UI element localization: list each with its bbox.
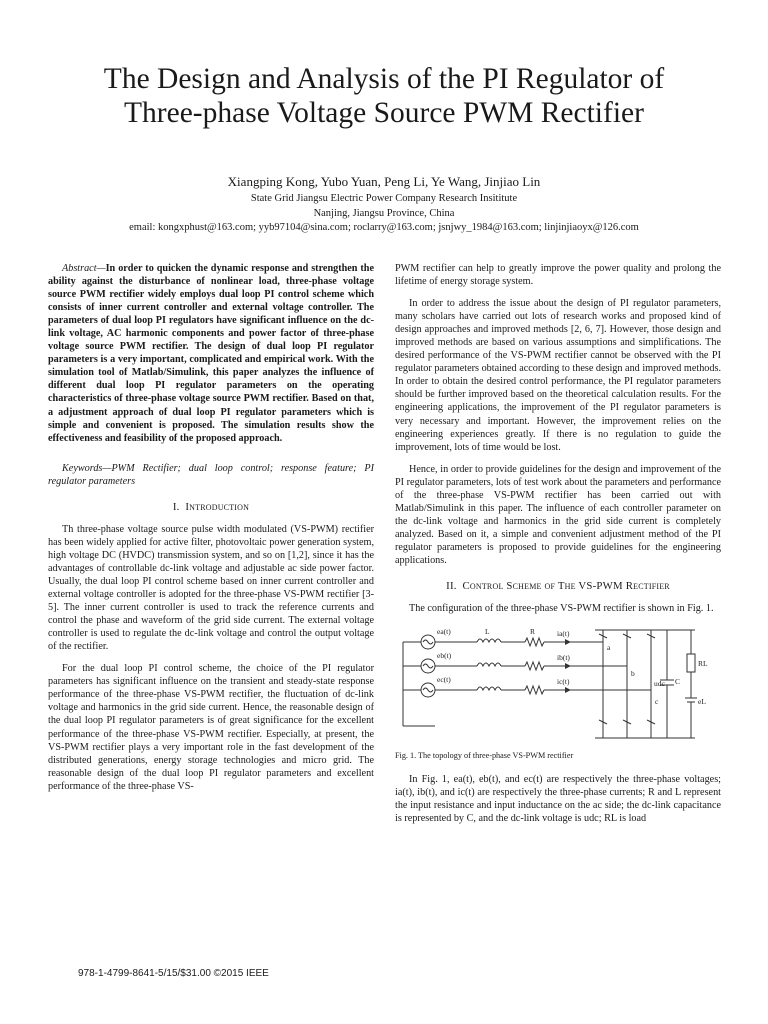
section-number: I. bbox=[172, 500, 180, 513]
keywords-lead: Keywords— bbox=[62, 462, 112, 474]
abstract-lead: Abstract— bbox=[62, 263, 106, 274]
left-column bbox=[48, 262, 374, 802]
right-paragraph-1: PWM rectifier can help to greatly improve the power quality and prolong the lifetime of energy storage system. bbox=[395, 263, 721, 288]
label-eL: eL bbox=[698, 697, 706, 707]
section-title: Control Scheme of The VS-PWM Rectifier bbox=[462, 580, 670, 593]
affiliation-block bbox=[30, 192, 738, 236]
abstract bbox=[48, 262, 374, 445]
label-c: c bbox=[655, 697, 659, 707]
section-heading-control-scheme bbox=[395, 580, 721, 593]
section-number: II. bbox=[446, 580, 457, 593]
right-column bbox=[395, 262, 721, 834]
label-a: a bbox=[607, 643, 611, 653]
label-R: R bbox=[530, 627, 536, 637]
title-line-2: Three-phase Voltage Source PWM Rectifier bbox=[124, 97, 644, 129]
label-L: L bbox=[485, 627, 490, 637]
label-eb: eb(t) bbox=[437, 651, 452, 661]
label-udc: udc bbox=[654, 679, 665, 689]
affiliation: State Grid Jiangsu Electric Power Company Research Insititute bbox=[250, 193, 518, 204]
label-RL: RL bbox=[698, 659, 708, 669]
circuit-diagram bbox=[395, 624, 721, 744]
emails: email: kongxphust@163.com; yyb97104@sina.com; roclarry@163.com; jsnjwy_1984@163.com; linjinjiaoyx@126.com bbox=[129, 222, 639, 233]
label-ea: ea(t) bbox=[437, 627, 451, 637]
figure-caption: Fig. 1. The topology of three-phase VS-PWM rectifier bbox=[395, 751, 574, 761]
section-heading-introduction bbox=[48, 501, 374, 514]
label-ia: ia(t) bbox=[557, 629, 570, 639]
label-b: b bbox=[631, 669, 635, 679]
section2-paragraph-1: The configuration of the three-phase VS-PWM rectifier is shown in Fig. 1. bbox=[409, 603, 714, 615]
intro-paragraph-1: Th three-phase voltage source pulse width modulated (VS-PWM) rectifier has been widely applied for active filter, photovoltaic power generation system, high voltage DC (HVDC) transmission system, and so on [1,2], since it has the advantages of controllable dc-link voltage and adjustable ac side power factor. Usually, the dual loop PI control scheme based on inner current controller and external voltage controller is adopted for the three-phase VS-PWM rectifier [3-5]. The inner current controller is used to track the reference currents and control the phase and waveform of the grid side current. The external voltage controller is used to regulate the dc-link voltage and control the output voltage of the rectifier. bbox=[48, 523, 374, 653]
figure-1-circuit bbox=[395, 624, 721, 744]
label-C: C bbox=[675, 677, 681, 687]
title-line-1: The Design and Analysis of the PI Regulator of bbox=[103, 63, 665, 95]
paper-title bbox=[30, 62, 738, 130]
section-title: Introduction bbox=[185, 500, 250, 513]
label-ec: ec(t) bbox=[437, 675, 451, 685]
label-ib: ib(t) bbox=[557, 653, 570, 663]
figure-description: In Fig. 1, ea(t), eb(t), and ec(t) are respectively the three-phase voltages; ia(t), ib(t), and ic(t) are respectively the three-phase currents; R and L represent the input resistance and input inductance on the ac side; the dc-link capacitance is represented by C, and the dc-link voltage is udc; RL is load bbox=[395, 774, 721, 825]
location: Nanjing, Jiangsu Province, China bbox=[313, 207, 455, 219]
keywords bbox=[48, 462, 374, 488]
label-ic: ic(t) bbox=[557, 677, 570, 687]
abstract-body: In order to quicken the dynamic response and strengthen the ability against the disturbance of nonlinear load, three-phase voltage source PWM rectifier widely employs dual loop PI control scheme which consists of inner current controller and external voltage controller. The parameters of dual loop PI regulators have significant influence on the dc-link voltage, AC harmonic components and power factor of three-phase voltage source PWM rectifier. The design of dual loop PI regulator parameters is a very important, complicated and empirical work. With the simulation tool of Matlab/Simulink, this paper analyzes the influence of different dual loop PI regulator parameters on the operating characteristics of three-phase voltage source PWM rectifier. Based on that, a adjustment approach of dual loop PI regulator parameters which is simple and convenient is proposed. The simulation results show the effectiveness and feasibility of the proposed approach. bbox=[48, 263, 374, 444]
authors: Xiangping Kong, Yubo Yuan, Peng Li, Ye Wang, Jinjiao Lin bbox=[227, 174, 541, 189]
copyright-footer: 978-1-4799-8641-5/15/$31.00 ©2015 IEEE bbox=[78, 968, 269, 979]
keywords-body: PWM Rectifier; dual loop control; response feature; PI regulator parameters bbox=[48, 462, 374, 487]
right-paragraph-2: In order to address the issue about the design of PI regulator parameters, many scholars have carried out lots of research works and proposed kind of design approaches and improved methods [2, 6, 7]. However, those design and improved methods are based on various assumptions and simplifications. The desired performance of the VS-PWM rectifier cannot be observed with the PI regulator parameters obtained according to these design and improved methods. In order to obtain the desired control performance, the PI regulator parameters should be further improved based on the theoretical calculation results. For the engineering applications, the improvement of the PI regulator parameters is very necessary and important. However, the improvement relies on the engineering experiences greatly. If there is no regulation to guide the improvement, lots of time would be lost. bbox=[395, 298, 721, 453]
right-paragraph-3: Hence, in order to provide guidelines for the design and improvement of the PI regulator parameters, lots of test work about the parameters and performance of the three-phase VS-PWM rectifier has been carried out with Matlab/Simulink in this paper. The influence of each controller parameter on the dc-link voltage and harmonics in the grid side current is completely analyzed. Based on it, a simple and convenient adjustment method of the PI regulator parameters is proposed to provide guidelines for the engineering applications. bbox=[395, 463, 721, 566]
intro-paragraph-2: For the dual loop PI control scheme, the choice of the PI regulator parameters has significant influence on the transient and steady-state response performance of the three-phase VS-PWM rectifier, the fluctuation of dc-link voltage and harmonics in the grid side current. Hence, the reasonable design of the dual loop PI regulator parameters is of great significance for the excellent performance of the three-phase VS-PWM rectifier. Especially, at present, the VS-PWM rectifier plays a very important role in the fast development of the distributed generations, energy storage technologies and micro grid. The reasonable design of the dual loop PI regulator parameters and excellent performance of the three-phase VS- bbox=[48, 663, 374, 792]
